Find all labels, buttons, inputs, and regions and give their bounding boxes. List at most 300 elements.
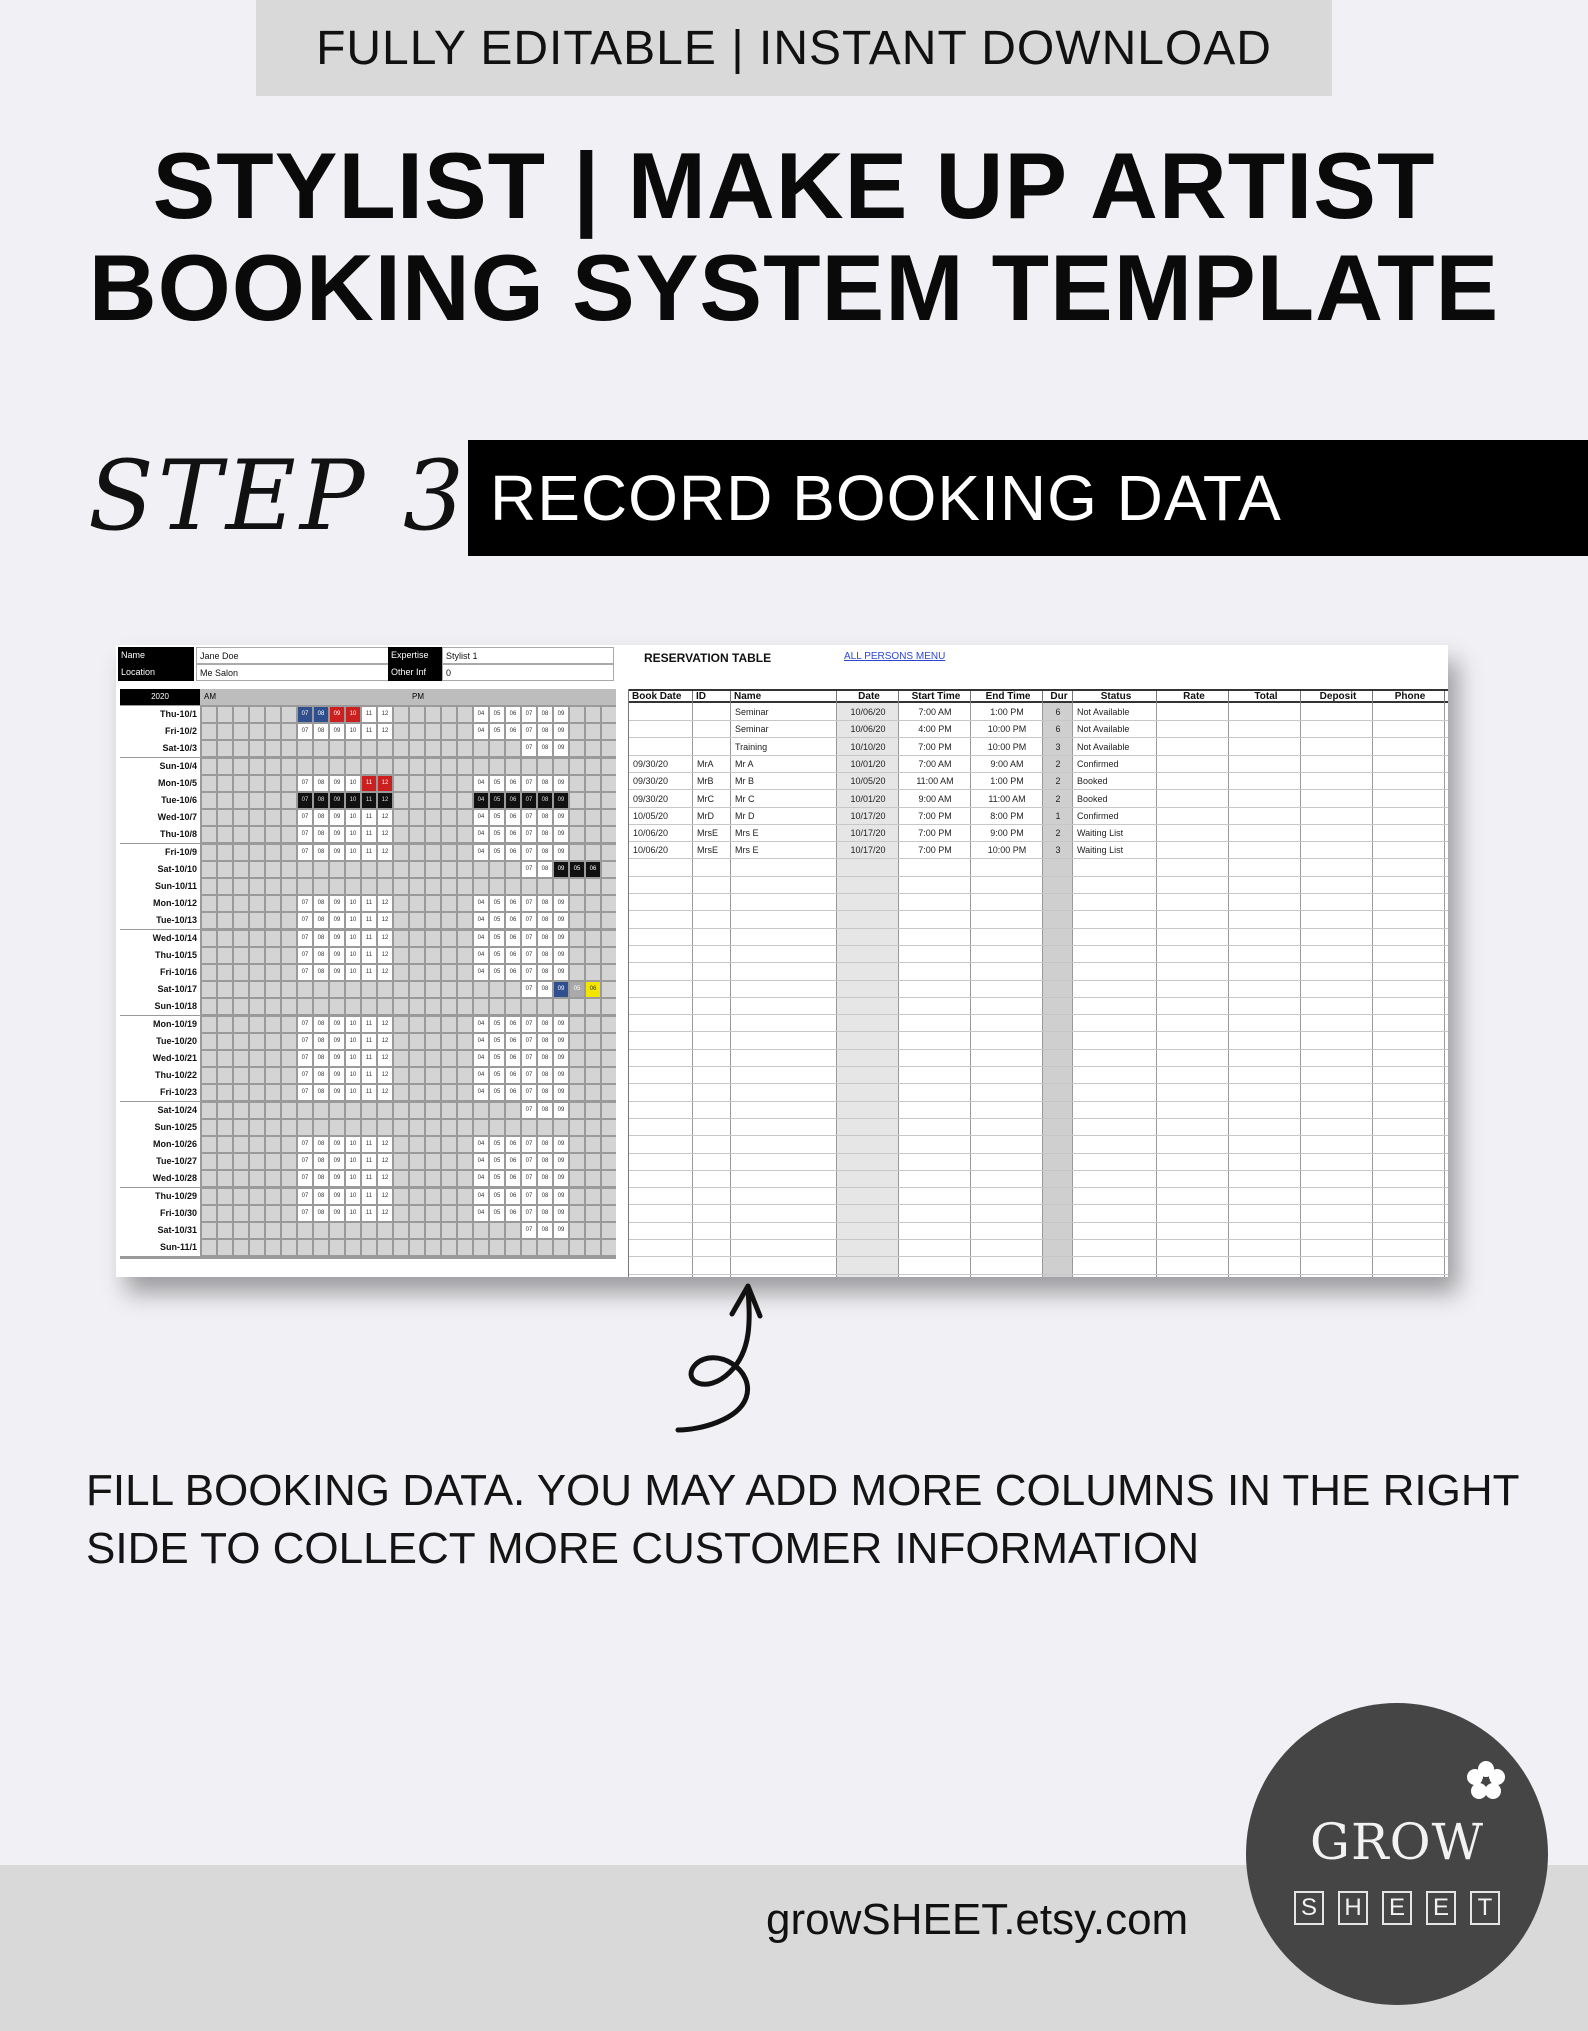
time-slot[interactable] [442, 827, 456, 842]
time-slot[interactable] [602, 793, 616, 808]
time-slot[interactable] [394, 982, 408, 997]
time-slot[interactable] [266, 1171, 280, 1186]
time-slot[interactable] [330, 879, 344, 894]
time-slot[interactable] [202, 999, 216, 1014]
time-slot[interactable]: 07 [522, 965, 536, 980]
time-slot[interactable] [458, 1034, 472, 1049]
time-slot[interactable] [266, 1189, 280, 1204]
time-slot[interactable]: 07 [298, 948, 312, 963]
time-slot[interactable] [282, 1103, 296, 1118]
time-slot[interactable] [490, 862, 504, 877]
time-slot[interactable]: 08 [538, 862, 552, 877]
time-slot[interactable] [586, 793, 600, 808]
time-slot[interactable] [410, 879, 424, 894]
time-slot[interactable] [586, 810, 600, 825]
time-slot[interactable] [602, 931, 616, 946]
time-slot[interactable] [202, 931, 216, 946]
time-slot[interactable] [234, 741, 248, 756]
time-slot[interactable] [218, 999, 232, 1014]
time-slot[interactable] [442, 999, 456, 1014]
time-slot[interactable] [234, 1137, 248, 1152]
time-slot[interactable] [266, 776, 280, 791]
time-slot[interactable] [330, 982, 344, 997]
time-slot[interactable] [458, 896, 472, 911]
time-slot[interactable] [570, 999, 584, 1014]
time-slot[interactable]: 09 [554, 913, 568, 928]
time-slot[interactable] [282, 1189, 296, 1204]
time-slot[interactable]: 08 [538, 1154, 552, 1169]
time-slot[interactable] [506, 1240, 520, 1255]
time-slot[interactable] [458, 1154, 472, 1169]
time-slot[interactable] [346, 862, 360, 877]
table-cell[interactable]: 9:00 AM [918, 793, 952, 804]
table-cell[interactable]: 9:00 PM [990, 828, 1024, 839]
time-slot[interactable]: 08 [314, 1017, 328, 1032]
time-slot[interactable] [266, 1206, 280, 1221]
time-slot[interactable] [394, 1034, 408, 1049]
time-slot[interactable]: 12 [378, 1137, 392, 1152]
time-slot[interactable] [426, 741, 440, 756]
time-slot[interactable] [410, 896, 424, 911]
time-slot[interactable] [266, 1154, 280, 1169]
time-slot[interactable] [410, 1171, 424, 1186]
table-cell[interactable]: 7:00 PM [918, 810, 952, 821]
time-slot[interactable] [282, 896, 296, 911]
time-slot[interactable] [250, 793, 264, 808]
time-slot[interactable] [586, 1240, 600, 1255]
time-slot[interactable]: 09 [554, 1154, 568, 1169]
time-slot[interactable] [602, 862, 616, 877]
time-slot[interactable]: 05 [490, 1051, 504, 1066]
time-slot[interactable] [410, 1154, 424, 1169]
time-slot[interactable] [218, 948, 232, 963]
time-slot[interactable] [282, 1017, 296, 1032]
time-slot[interactable]: 09 [554, 982, 568, 997]
time-slot[interactable] [602, 776, 616, 791]
time-slot[interactable] [202, 741, 216, 756]
time-slot[interactable] [458, 1206, 472, 1221]
time-slot[interactable]: 05 [490, 1085, 504, 1100]
time-slot[interactable] [218, 862, 232, 877]
time-slot[interactable] [266, 913, 280, 928]
time-slot[interactable] [218, 1240, 232, 1255]
time-slot[interactable]: 12 [378, 1154, 392, 1169]
time-slot[interactable]: 08 [314, 965, 328, 980]
time-slot[interactable]: 09 [554, 1051, 568, 1066]
time-slot[interactable] [426, 1103, 440, 1118]
table-cell[interactable]: Not Available [1077, 707, 1130, 717]
table-cell[interactable]: 6 [1055, 724, 1061, 735]
time-slot[interactable]: 04 [474, 1171, 488, 1186]
time-slot[interactable] [490, 1240, 504, 1255]
time-slot[interactable] [250, 741, 264, 756]
time-slot[interactable] [218, 1137, 232, 1152]
time-slot[interactable] [378, 999, 392, 1014]
time-slot[interactable] [538, 1240, 552, 1255]
time-slot[interactable] [570, 759, 584, 774]
time-slot[interactable] [282, 1240, 296, 1255]
time-slot[interactable]: 05 [490, 827, 504, 842]
time-slot[interactable] [282, 1085, 296, 1100]
time-slot[interactable] [602, 1085, 616, 1100]
time-slot[interactable] [570, 741, 584, 756]
time-slot[interactable] [522, 879, 536, 894]
time-slot[interactable] [330, 1240, 344, 1255]
time-slot[interactable] [362, 759, 376, 774]
time-slot[interactable]: 06 [506, 1017, 520, 1032]
time-slot[interactable]: 07 [522, 982, 536, 997]
time-slot[interactable] [362, 1103, 376, 1118]
time-slot[interactable] [218, 1223, 232, 1238]
shop-url[interactable]: growSHEET.etsy.com [766, 1895, 1189, 1944]
time-slot[interactable] [602, 1137, 616, 1152]
time-slot[interactable] [426, 845, 440, 860]
table-cell[interactable]: Confirmed [1077, 810, 1119, 821]
time-slot[interactable]: 09 [554, 948, 568, 963]
time-slot[interactable]: 07 [298, 1189, 312, 1204]
time-slot[interactable] [426, 1034, 440, 1049]
time-slot[interactable] [362, 741, 376, 756]
time-slot[interactable] [554, 1240, 568, 1255]
time-slot[interactable] [410, 1034, 424, 1049]
table-cell[interactable]: 1:00 PM [990, 776, 1024, 787]
time-slot[interactable]: 08 [314, 845, 328, 860]
time-slot[interactable]: 09 [554, 827, 568, 842]
time-slot[interactable] [346, 1240, 360, 1255]
time-slot[interactable] [410, 707, 424, 722]
time-slot[interactable]: 08 [538, 913, 552, 928]
time-slot[interactable]: 06 [506, 1154, 520, 1169]
time-slot[interactable] [442, 1171, 456, 1186]
time-slot[interactable]: 08 [538, 931, 552, 946]
time-slot[interactable] [202, 707, 216, 722]
time-slot[interactable] [586, 1154, 600, 1169]
time-slot[interactable]: 09 [554, 862, 568, 877]
time-slot[interactable] [602, 1206, 616, 1221]
time-slot[interactable] [250, 1223, 264, 1238]
time-slot[interactable] [570, 810, 584, 825]
time-slot[interactable] [394, 1154, 408, 1169]
table-cell[interactable]: 4:00 PM [918, 724, 952, 735]
time-slot[interactable] [266, 707, 280, 722]
time-slot[interactable] [298, 999, 312, 1014]
time-slot[interactable]: 07 [298, 1017, 312, 1032]
table-cell[interactable]: 2 [1055, 828, 1061, 839]
time-slot[interactable] [250, 1017, 264, 1032]
time-slot[interactable]: 12 [378, 1034, 392, 1049]
time-slot[interactable] [378, 1120, 392, 1135]
time-slot[interactable]: 08 [314, 1206, 328, 1221]
time-slot[interactable]: 06 [506, 793, 520, 808]
time-slot[interactable] [458, 913, 472, 928]
time-slot[interactable] [506, 999, 520, 1014]
time-slot[interactable]: 11 [362, 724, 376, 739]
time-slot[interactable] [298, 1223, 312, 1238]
time-slot[interactable]: 12 [378, 724, 392, 739]
time-slot[interactable]: 08 [314, 1137, 328, 1152]
time-slot[interactable] [218, 931, 232, 946]
time-slot[interactable]: 07 [298, 1085, 312, 1100]
time-slot[interactable] [554, 879, 568, 894]
time-slot[interactable] [426, 1171, 440, 1186]
time-slot[interactable]: 08 [538, 1137, 552, 1152]
time-slot[interactable]: 10 [346, 810, 360, 825]
time-slot[interactable] [442, 810, 456, 825]
time-slot[interactable] [458, 965, 472, 980]
time-slot[interactable] [426, 948, 440, 963]
time-slot[interactable] [298, 1103, 312, 1118]
time-slot[interactable] [458, 982, 472, 997]
time-slot[interactable] [522, 999, 536, 1014]
time-slot[interactable]: 08 [538, 982, 552, 997]
time-slot[interactable]: 07 [298, 1206, 312, 1221]
time-slot[interactable] [234, 724, 248, 739]
time-slot[interactable] [218, 776, 232, 791]
time-slot[interactable]: 08 [538, 793, 552, 808]
time-slot[interactable] [362, 862, 376, 877]
time-slot[interactable] [426, 982, 440, 997]
time-slot[interactable]: 11 [362, 1017, 376, 1032]
time-slot[interactable] [410, 1051, 424, 1066]
time-slot[interactable]: 04 [474, 931, 488, 946]
time-slot[interactable] [538, 1120, 552, 1135]
time-slot[interactable] [458, 827, 472, 842]
column-header[interactable]: Name [731, 691, 837, 703]
time-slot[interactable] [234, 965, 248, 980]
time-slot[interactable]: 08 [538, 1171, 552, 1186]
time-slot[interactable] [458, 948, 472, 963]
time-slot[interactable] [394, 776, 408, 791]
time-slot[interactable]: 04 [474, 1085, 488, 1100]
time-slot[interactable]: 04 [474, 845, 488, 860]
time-slot[interactable] [298, 759, 312, 774]
time-slot[interactable] [250, 1189, 264, 1204]
time-slot[interactable] [570, 707, 584, 722]
time-slot[interactable] [266, 1017, 280, 1032]
time-slot[interactable] [458, 1017, 472, 1032]
time-slot[interactable] [298, 879, 312, 894]
time-slot[interactable]: 09 [554, 1085, 568, 1100]
time-slot[interactable] [602, 982, 616, 997]
time-slot[interactable] [458, 759, 472, 774]
time-slot[interactable] [218, 1154, 232, 1169]
time-slot[interactable] [426, 776, 440, 791]
time-slot[interactable] [266, 759, 280, 774]
time-slot[interactable] [426, 810, 440, 825]
time-slot[interactable]: 09 [554, 1034, 568, 1049]
time-slot[interactable] [234, 1171, 248, 1186]
time-slot[interactable] [506, 1103, 520, 1118]
table-cell[interactable]: MrsE [697, 828, 718, 839]
time-slot[interactable] [378, 1103, 392, 1118]
time-slot[interactable] [426, 879, 440, 894]
time-slot[interactable] [234, 913, 248, 928]
time-slot[interactable] [458, 1120, 472, 1135]
time-slot[interactable]: 08 [538, 741, 552, 756]
time-slot[interactable]: 08 [314, 724, 328, 739]
time-slot[interactable] [586, 1103, 600, 1118]
time-slot[interactable]: 10 [346, 1085, 360, 1100]
time-slot[interactable] [602, 1034, 616, 1049]
time-slot[interactable] [442, 1206, 456, 1221]
time-slot[interactable] [202, 1206, 216, 1221]
table-cell[interactable]: 2 [1055, 793, 1061, 804]
time-slot[interactable]: 09 [330, 776, 344, 791]
time-slot[interactable] [602, 707, 616, 722]
time-slot[interactable] [570, 776, 584, 791]
time-slot[interactable] [490, 982, 504, 997]
time-slot[interactable] [234, 1223, 248, 1238]
time-slot[interactable] [394, 1051, 408, 1066]
time-slot[interactable]: 04 [474, 724, 488, 739]
time-slot[interactable] [218, 982, 232, 997]
time-slot[interactable] [458, 1085, 472, 1100]
time-slot[interactable] [570, 1051, 584, 1066]
time-slot[interactable] [410, 948, 424, 963]
time-slot[interactable] [410, 1085, 424, 1100]
time-slot[interactable]: 09 [554, 724, 568, 739]
time-slot[interactable]: 06 [506, 931, 520, 946]
time-slot[interactable]: 09 [330, 1137, 344, 1152]
time-slot[interactable] [282, 879, 296, 894]
time-slot[interactable] [490, 759, 504, 774]
time-slot[interactable] [202, 896, 216, 911]
table-cell[interactable]: 8:00 PM [990, 810, 1024, 821]
time-slot[interactable] [282, 948, 296, 963]
time-slot[interactable] [426, 896, 440, 911]
time-slot[interactable] [234, 1189, 248, 1204]
time-slot[interactable]: 07 [298, 827, 312, 842]
time-slot[interactable] [394, 896, 408, 911]
time-slot[interactable]: 09 [330, 724, 344, 739]
time-slot[interactable] [458, 1240, 472, 1255]
time-slot[interactable] [250, 1137, 264, 1152]
time-slot[interactable] [570, 1034, 584, 1049]
table-cell[interactable]: 9:00 AM [990, 758, 1024, 769]
time-slot[interactable] [442, 1189, 456, 1204]
time-slot[interactable] [282, 913, 296, 928]
time-slot[interactable] [586, 896, 600, 911]
time-slot[interactable]: 08 [314, 913, 328, 928]
time-slot[interactable]: 05 [490, 1068, 504, 1083]
time-slot[interactable] [442, 1051, 456, 1066]
time-slot[interactable] [394, 810, 408, 825]
time-slot[interactable] [218, 1171, 232, 1186]
time-slot[interactable] [218, 810, 232, 825]
time-slot[interactable] [202, 793, 216, 808]
time-slot[interactable] [362, 879, 376, 894]
time-slot[interactable] [410, 759, 424, 774]
time-slot[interactable] [218, 1068, 232, 1083]
time-slot[interactable] [586, 1137, 600, 1152]
time-slot[interactable] [586, 1189, 600, 1204]
time-slot[interactable] [282, 999, 296, 1014]
table-cell[interactable]: 6 [1055, 707, 1061, 717]
time-slot[interactable]: 08 [314, 707, 328, 722]
time-slot[interactable] [266, 1085, 280, 1100]
time-slot[interactable]: 05 [490, 913, 504, 928]
time-slot[interactable] [314, 759, 328, 774]
time-slot[interactable]: 08 [314, 793, 328, 808]
time-slot[interactable] [394, 845, 408, 860]
time-slot[interactable] [202, 879, 216, 894]
time-slot[interactable] [218, 1120, 232, 1135]
time-slot[interactable] [458, 999, 472, 1014]
time-slot[interactable]: 08 [314, 1085, 328, 1100]
time-slot[interactable] [458, 1051, 472, 1066]
time-slot[interactable] [394, 759, 408, 774]
time-slot[interactable] [554, 759, 568, 774]
time-slot[interactable] [570, 896, 584, 911]
time-slot[interactable] [490, 1103, 504, 1118]
time-slot[interactable]: 04 [474, 1154, 488, 1169]
time-slot[interactable] [426, 999, 440, 1014]
time-slot[interactable] [570, 1206, 584, 1221]
time-slot[interactable]: 07 [522, 724, 536, 739]
all-persons-menu-link[interactable]: ALL PERSONS MENU [844, 651, 946, 662]
time-slot[interactable] [410, 931, 424, 946]
time-slot[interactable] [570, 1171, 584, 1186]
table-cell[interactable]: MrC [697, 793, 714, 804]
table-cell[interactable]: 09/30/20 [633, 758, 669, 769]
time-slot[interactable] [250, 1051, 264, 1066]
time-slot[interactable] [442, 724, 456, 739]
time-slot[interactable]: 10 [346, 931, 360, 946]
time-slot[interactable] [378, 862, 392, 877]
time-slot[interactable] [218, 1206, 232, 1221]
time-slot[interactable] [234, 1034, 248, 1049]
time-slot[interactable]: 12 [378, 896, 392, 911]
time-slot[interactable]: 05 [490, 1154, 504, 1169]
time-slot[interactable] [346, 1103, 360, 1118]
time-slot[interactable] [282, 707, 296, 722]
time-slot[interactable]: 04 [474, 1068, 488, 1083]
time-slot[interactable] [250, 982, 264, 997]
time-slot[interactable] [202, 1034, 216, 1049]
table-cell[interactable]: MrA [697, 758, 714, 769]
time-slot[interactable]: 12 [378, 1189, 392, 1204]
time-slot[interactable] [442, 948, 456, 963]
time-slot[interactable] [250, 776, 264, 791]
time-slot[interactable] [474, 862, 488, 877]
time-slot[interactable]: 09 [554, 1171, 568, 1186]
time-slot[interactable] [586, 1085, 600, 1100]
time-slot[interactable]: 09 [330, 948, 344, 963]
time-slot[interactable] [394, 1120, 408, 1135]
time-slot[interactable] [202, 1223, 216, 1238]
time-slot[interactable]: 06 [506, 896, 520, 911]
time-slot[interactable] [602, 1240, 616, 1255]
time-slot[interactable]: 09 [330, 810, 344, 825]
table-cell[interactable]: 3 [1055, 741, 1061, 752]
time-slot[interactable] [586, 1206, 600, 1221]
time-slot[interactable]: 08 [538, 1068, 552, 1083]
time-slot[interactable] [410, 827, 424, 842]
time-slot[interactable]: 09 [330, 1068, 344, 1083]
time-slot[interactable] [570, 1103, 584, 1118]
time-slot[interactable] [490, 1223, 504, 1238]
time-slot[interactable] [362, 1223, 376, 1238]
time-slot[interactable]: 09 [330, 965, 344, 980]
column-header[interactable]: ID [693, 691, 731, 703]
time-slot[interactable] [426, 827, 440, 842]
time-slot[interactable]: 05 [490, 845, 504, 860]
time-slot[interactable] [234, 1120, 248, 1135]
time-slot[interactable] [442, 1034, 456, 1049]
time-slot[interactable] [458, 1068, 472, 1083]
time-slot[interactable] [282, 1171, 296, 1186]
time-slot[interactable] [218, 1034, 232, 1049]
